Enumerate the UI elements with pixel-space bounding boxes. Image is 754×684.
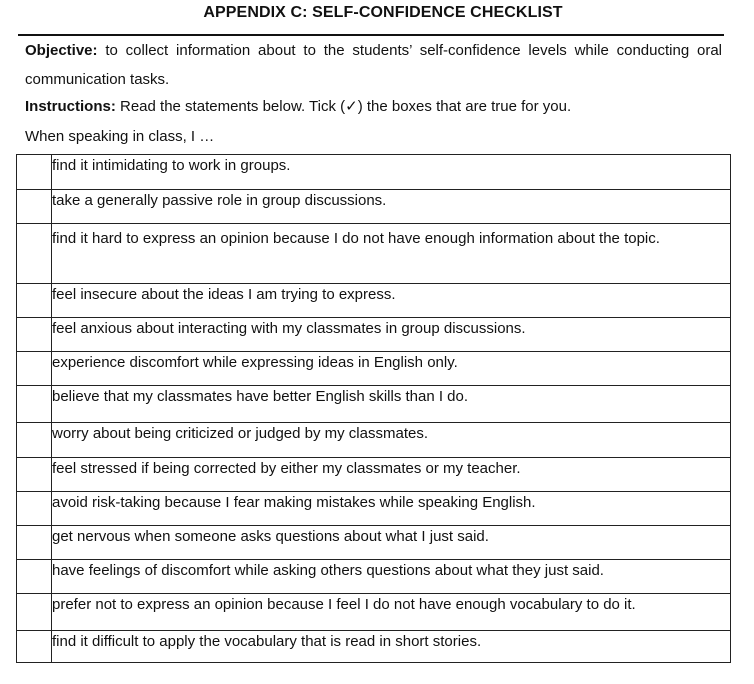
tick-box[interactable] bbox=[17, 190, 52, 224]
statement-text: feel stressed if being corrected by either my classmates or my teacher. bbox=[52, 458, 731, 492]
tick-box[interactable] bbox=[17, 631, 52, 663]
statement-text: avoid risk-taking because I fear making mistakes while speaking English. bbox=[52, 492, 731, 526]
checklist-row bbox=[17, 631, 731, 663]
checklist-row bbox=[17, 352, 731, 386]
checklist-row bbox=[17, 423, 731, 458]
tick-box[interactable] bbox=[17, 492, 52, 526]
statement-text: believe that my classmates have better English skills than I do. bbox=[52, 386, 731, 423]
checklist-row bbox=[17, 526, 731, 560]
objective-text: to collect information about to the students’ self-confidence levels while conducting oral communication tasks. bbox=[25, 42, 722, 88]
statement-text: feel anxious about interacting with my classmates in group discussions. bbox=[52, 318, 731, 352]
instructions-label: Instructions: bbox=[25, 98, 116, 115]
checklist-row bbox=[17, 224, 731, 284]
checklist-row bbox=[17, 560, 731, 594]
tick-box[interactable] bbox=[17, 284, 52, 318]
tick-box[interactable] bbox=[17, 352, 52, 386]
tick-box[interactable] bbox=[17, 423, 52, 458]
checklist-row bbox=[17, 458, 731, 492]
statement-text: find it intimidating to work in groups. bbox=[52, 155, 731, 190]
instructions-line bbox=[25, 97, 571, 115]
title-underline bbox=[18, 34, 724, 36]
objective-label: Objective: bbox=[25, 42, 98, 59]
checklist-row bbox=[17, 492, 731, 526]
statement-text: get nervous when someone asks questions about what I just said. bbox=[52, 526, 731, 560]
checklist-table bbox=[16, 154, 731, 663]
instructions-text: Read the statements below. Tick (✓) the boxes that are true for you. bbox=[115, 98, 572, 115]
checklist-row bbox=[17, 284, 731, 318]
tick-box[interactable] bbox=[17, 526, 52, 560]
statement-text: take a generally passive role in group discussions. bbox=[52, 190, 731, 224]
checklist-row bbox=[17, 318, 731, 352]
lead-in-text: When speaking in class, I … bbox=[25, 128, 215, 145]
tick-box[interactable] bbox=[17, 386, 52, 423]
tick-box[interactable] bbox=[17, 318, 52, 352]
statement-text: worry about being criticized or judged by my classmates. bbox=[52, 423, 731, 458]
checklist-row bbox=[17, 594, 731, 631]
objective-paragraph bbox=[25, 37, 722, 94]
statement-text: prefer not to express an opinion because I feel I do not have enough vocabulary to do it. bbox=[52, 594, 731, 631]
tick-box[interactable] bbox=[17, 224, 52, 284]
tick-box[interactable] bbox=[17, 594, 52, 631]
page-title: APPENDIX C: SELF-CONFIDENCE CHECKLIST bbox=[203, 4, 563, 21]
statement-text: experience discomfort while expressing ideas in English only. bbox=[52, 352, 731, 386]
checklist-row bbox=[17, 155, 731, 190]
checklist-row bbox=[17, 386, 731, 423]
checklist-row bbox=[17, 190, 731, 224]
statement-text: find it difficult to apply the vocabulary that is read in short stories. bbox=[52, 631, 731, 663]
statement-text: have feelings of discomfort while asking others questions about what they just said. bbox=[52, 560, 731, 594]
tick-box[interactable] bbox=[17, 155, 52, 190]
tick-box[interactable] bbox=[17, 458, 52, 492]
statement-text: find it hard to express an opinion because I do not have enough information about the topic. bbox=[52, 224, 731, 284]
statement-text: feel insecure about the ideas I am trying to express. bbox=[52, 284, 731, 318]
tick-box[interactable] bbox=[17, 560, 52, 594]
